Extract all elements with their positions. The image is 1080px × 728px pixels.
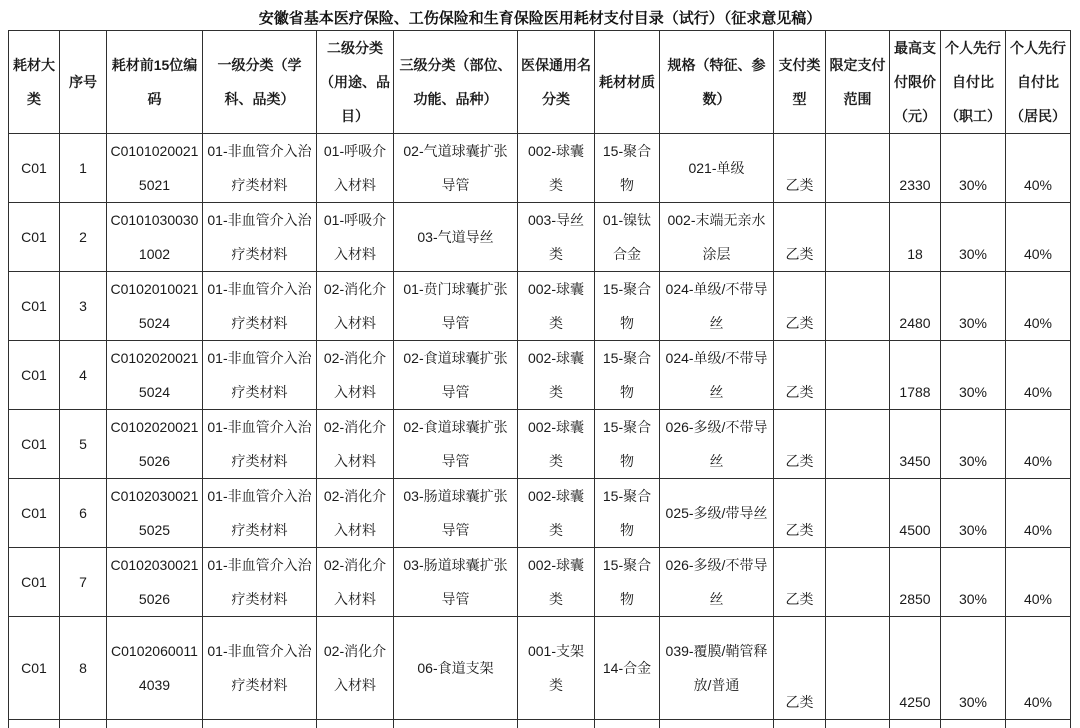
cell-code: C01020600114039	[107, 617, 203, 720]
cell-seq: 6	[60, 479, 107, 548]
cell-self-pay-resident: 40%	[1006, 479, 1071, 548]
cell-generic-name-class: 002-球囊类	[518, 341, 595, 410]
cell-level3-class: 03-肠道球囊扩张导管	[394, 479, 518, 548]
cell-level3-class: 01-贲门球囊扩张导管	[394, 272, 518, 341]
cell-limit-scope	[826, 617, 890, 720]
table-row	[9, 617, 1071, 720]
cell-level2-class: 01-呼吸介入材料	[317, 134, 394, 203]
cell-pay-type: 乙类	[774, 617, 826, 720]
cell-empty	[774, 720, 826, 728]
table-row	[9, 272, 1071, 341]
cell-level1-class: 01-非血管介入治疗类材料	[203, 479, 317, 548]
cell-empty	[660, 720, 774, 728]
cell-empty	[826, 720, 890, 728]
column-header-self-pay-employee: 个人先行自付比（职工）	[941, 31, 1006, 134]
cell-generic-name-class: 002-球囊类	[518, 272, 595, 341]
cell-limit-scope	[826, 272, 890, 341]
column-header-max-price: 最高支付限价（元）	[890, 31, 941, 134]
cell-code: C01010300301002	[107, 203, 203, 272]
cell-empty	[595, 720, 660, 728]
cell-pay-type: 乙类	[774, 410, 826, 479]
cell-self-pay-resident: 40%	[1006, 203, 1071, 272]
cell-empty	[941, 720, 1006, 728]
cell-spec: 039-覆膜/鞘管释放/普通	[660, 617, 774, 720]
cell-seq: 3	[60, 272, 107, 341]
column-header-limit-scope: 限定支付范围	[826, 31, 890, 134]
cell-level3-class: 02-食道球囊扩张导管	[394, 410, 518, 479]
cell-level3-class: 03-气道导丝	[394, 203, 518, 272]
cell-consumable-class: C01	[9, 479, 60, 548]
cell-self-pay-resident: 40%	[1006, 341, 1071, 410]
cell-self-pay-employee: 30%	[941, 341, 1006, 410]
cell-level3-class: 02-食道球囊扩张导管	[394, 341, 518, 410]
cell-seq: 4	[60, 341, 107, 410]
catalog-table-body	[9, 134, 1071, 728]
cell-empty	[107, 720, 203, 728]
cell-level2-class: 02-消化介入材料	[317, 617, 394, 720]
cell-consumable-class: C01	[9, 203, 60, 272]
cell-spec: 025-多级/带导丝	[660, 479, 774, 548]
cell-material: 14-合金	[595, 617, 660, 720]
cell-max-price: 4250	[890, 617, 941, 720]
cell-pay-type: 乙类	[774, 134, 826, 203]
cell-max-price: 3450	[890, 410, 941, 479]
consumables-catalog-table	[8, 30, 1071, 728]
cell-spec: 026-多级/不带导丝	[660, 548, 774, 617]
cell-generic-name-class: 002-球囊类	[518, 548, 595, 617]
cell-spec: 002-末端无亲水涂层	[660, 203, 774, 272]
cell-max-price: 18	[890, 203, 941, 272]
cell-level3-class: 06-食道支架	[394, 617, 518, 720]
cell-limit-scope	[826, 410, 890, 479]
cell-self-pay-resident: 40%	[1006, 548, 1071, 617]
table-row	[9, 548, 1071, 617]
cell-material: 15-聚合物	[595, 272, 660, 341]
cell-self-pay-employee: 30%	[941, 272, 1006, 341]
cell-empty	[394, 720, 518, 728]
cell-self-pay-resident: 40%	[1006, 134, 1071, 203]
cell-code: C01020200215026	[107, 410, 203, 479]
cell-consumable-class: C01	[9, 272, 60, 341]
cell-code: C01020200215024	[107, 341, 203, 410]
cell-limit-scope	[826, 134, 890, 203]
cell-level2-class: 01-呼吸介入材料	[317, 203, 394, 272]
cell-limit-scope	[826, 203, 890, 272]
cell-level1-class: 01-非血管介入治疗类材料	[203, 203, 317, 272]
cell-self-pay-employee: 30%	[941, 203, 1006, 272]
cell-seq: 7	[60, 548, 107, 617]
cell-pay-type: 乙类	[774, 272, 826, 341]
table-row	[9, 134, 1071, 203]
cell-empty	[9, 720, 60, 728]
cell-level2-class: 02-消化介入材料	[317, 479, 394, 548]
cell-spec: 021-单级	[660, 134, 774, 203]
cell-level1-class: 01-非血管介入治疗类材料	[203, 617, 317, 720]
table-row	[9, 203, 1071, 272]
cell-level1-class: 01-非血管介入治疗类材料	[203, 341, 317, 410]
cell-consumable-class: C01	[9, 134, 60, 203]
cell-material: 15-聚合物	[595, 548, 660, 617]
cell-self-pay-resident: 40%	[1006, 617, 1071, 720]
cell-pay-type: 乙类	[774, 341, 826, 410]
table-row	[9, 341, 1071, 410]
cell-max-price: 2330	[890, 134, 941, 203]
cell-self-pay-employee: 30%	[941, 548, 1006, 617]
cell-limit-scope	[826, 341, 890, 410]
cell-pay-type: 乙类	[774, 479, 826, 548]
cell-level1-class: 01-非血管介入治疗类材料	[203, 410, 317, 479]
cell-material: 01-镍钛合金	[595, 203, 660, 272]
cell-seq: 2	[60, 203, 107, 272]
cell-generic-name-class: 002-球囊类	[518, 479, 595, 548]
cell-seq: 5	[60, 410, 107, 479]
cell-empty	[518, 720, 595, 728]
column-header-pay-type: 支付类型	[774, 31, 826, 134]
cell-self-pay-resident: 40%	[1006, 272, 1071, 341]
cell-pay-type: 乙类	[774, 203, 826, 272]
column-header-material: 耗材材质	[595, 31, 660, 134]
cell-self-pay-employee: 30%	[941, 479, 1006, 548]
cell-material: 15-聚合物	[595, 134, 660, 203]
cell-generic-name-class: 003-导丝类	[518, 203, 595, 272]
cell-level2-class: 02-消化介入材料	[317, 272, 394, 341]
cell-level3-class: 02-气道球囊扩张导管	[394, 134, 518, 203]
cell-level3-class: 03-肠道球囊扩张导管	[394, 548, 518, 617]
cell-material: 15-聚合物	[595, 479, 660, 548]
cell-self-pay-employee: 30%	[941, 410, 1006, 479]
column-header-code: 耗材前15位编码	[107, 31, 203, 134]
column-header-generic-name-class: 医保通用名分类	[518, 31, 595, 134]
cell-spec: 024-单级/不带导丝	[660, 272, 774, 341]
cell-self-pay-resident: 40%	[1006, 410, 1071, 479]
cell-generic-name-class: 001-支架类	[518, 617, 595, 720]
cell-seq: 8	[60, 617, 107, 720]
cell-self-pay-employee: 30%	[941, 617, 1006, 720]
cell-code: C01020100215024	[107, 272, 203, 341]
cell-empty	[1006, 720, 1071, 728]
cell-consumable-class: C01	[9, 341, 60, 410]
table-row	[9, 410, 1071, 479]
cell-material: 15-聚合物	[595, 341, 660, 410]
cell-limit-scope	[826, 548, 890, 617]
cell-empty	[60, 720, 107, 728]
cell-empty	[203, 720, 317, 728]
cell-max-price: 2850	[890, 548, 941, 617]
cell-code: C01020300215025	[107, 479, 203, 548]
table-row-partial	[9, 720, 1071, 728]
column-header-self-pay-resident: 个人先行自付比（居民）	[1006, 31, 1071, 134]
cell-consumable-class: C01	[9, 410, 60, 479]
cell-consumable-class: C01	[9, 617, 60, 720]
cell-consumable-class: C01	[9, 548, 60, 617]
cell-limit-scope	[826, 479, 890, 548]
cell-level1-class: 01-非血管介入治疗类材料	[203, 548, 317, 617]
cell-code: C01010200215021	[107, 134, 203, 203]
cell-level2-class: 02-消化介入材料	[317, 548, 394, 617]
table-row	[9, 479, 1071, 548]
cell-generic-name-class: 002-球囊类	[518, 134, 595, 203]
cell-max-price: 1788	[890, 341, 941, 410]
cell-material: 15-聚合物	[595, 410, 660, 479]
document-title: 安徽省基本医疗保险、工伤保险和生育保险医用耗材支付目录（试行）（征求意见稿）	[258, 10, 822, 27]
column-header-seq: 序号	[60, 31, 107, 134]
cell-self-pay-employee: 30%	[941, 134, 1006, 203]
cell-level1-class: 01-非血管介入治疗类材料	[203, 134, 317, 203]
cell-max-price: 2480	[890, 272, 941, 341]
cell-level2-class: 02-消化介入材料	[317, 341, 394, 410]
column-header-level2-class: 二级分类（用途、品目）	[317, 31, 394, 134]
cell-seq: 1	[60, 134, 107, 203]
column-header-spec: 规格（特征、参数）	[660, 31, 774, 134]
column-header-level3-class: 三级分类（部位、功能、品种）	[394, 31, 518, 134]
cell-spec: 026-多级/不带导丝	[660, 410, 774, 479]
column-header-consumable-class: 耗材大类	[9, 31, 60, 134]
column-header-level1-class: 一级分类（学科、品类）	[203, 31, 317, 134]
cell-generic-name-class: 002-球囊类	[518, 410, 595, 479]
cell-level1-class: 01-非血管介入治疗类材料	[203, 272, 317, 341]
cell-empty	[890, 720, 941, 728]
cell-empty	[317, 720, 394, 728]
cell-spec: 024-单级/不带导丝	[660, 341, 774, 410]
cell-code: C01020300215026	[107, 548, 203, 617]
table-header-row	[9, 31, 1071, 134]
cell-pay-type: 乙类	[774, 548, 826, 617]
cell-max-price: 4500	[890, 479, 941, 548]
cell-level2-class: 02-消化介入材料	[317, 410, 394, 479]
